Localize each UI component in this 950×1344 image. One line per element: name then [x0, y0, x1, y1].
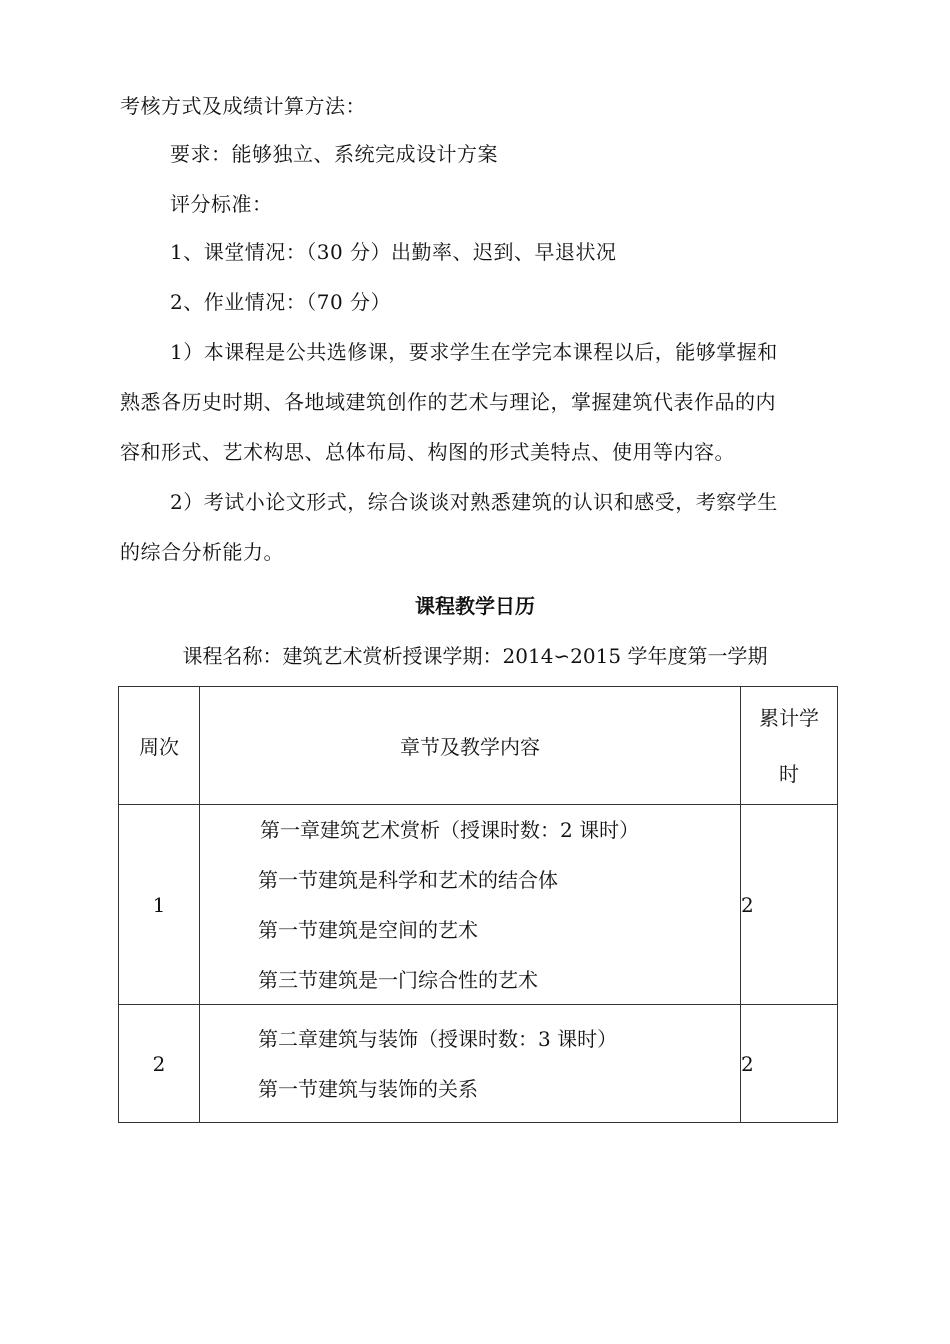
section-line: 第三节建筑是一门综合性的艺术 [258, 967, 538, 992]
criteria-item-2: 2、作业情况：（70 分） [170, 290, 392, 314]
chapter-line: 第一章建筑艺术赏析（授课时数：2 课时） [260, 817, 640, 842]
header-week: 周次 [119, 687, 200, 805]
paragraph-1-line-2: 熟悉各历史时期、各地域建筑创作的艺术与理论，掌握建筑代表作品的内 [120, 390, 776, 414]
hours-cell: 2 [741, 1005, 838, 1123]
table-header-row [119, 687, 838, 805]
week-cell: 2 [119, 1005, 200, 1123]
chapter-line: 第二章建筑与装饰（授课时数：3 课时） [258, 1026, 618, 1051]
content-cell [200, 805, 741, 1005]
requirement-text: 要求：能够独立、系统完成设计方案 [170, 142, 498, 166]
paragraph-1-line-1: 1）本课程是公共选修课，要求学生在学完本课程以后，能够掌握和 [170, 340, 778, 364]
calendar-info: 课程名称：建筑艺术赏析授课学期：2014∽2015 学年度第一学期 [182, 644, 768, 668]
criteria-title: 评分标准： [170, 192, 273, 216]
calendar-title: 课程教学日历 [415, 594, 535, 618]
hours-cell: 2 [741, 805, 838, 1005]
paragraph-1-line-3: 容和形式、艺术构思、总体布局、构图的形式美特点、使用等内容。 [120, 440, 735, 464]
paragraph-2-line-2: 的综合分析能力。 [120, 540, 284, 564]
week-cell: 1 [119, 805, 200, 1005]
section-line: 第一节建筑是科学和艺术的结合体 [258, 867, 558, 892]
paragraph-2-line-1: 2）考试小论文形式，综合谈谈对熟悉建筑的认识和感受，考察学生 [170, 490, 778, 514]
content-cell [200, 1005, 741, 1123]
assessment-title: 考核方式及成绩计算方法： [120, 94, 366, 118]
criteria-item-1: 1、课堂情况：（30 分）出勤率、迟到、早退状况 [170, 240, 617, 264]
header-hours-line-2: 时 [779, 761, 799, 786]
table-row [119, 1005, 838, 1123]
teaching-calendar-table [118, 686, 838, 1123]
section-line: 第一节建筑是空间的艺术 [258, 917, 478, 942]
table-row [119, 805, 838, 1005]
header-hours [741, 687, 838, 805]
section-line: 第一节建筑与装饰的关系 [258, 1076, 478, 1101]
header-content: 章节及教学内容 [200, 687, 741, 805]
header-hours-line-1: 累计学 [759, 705, 819, 730]
